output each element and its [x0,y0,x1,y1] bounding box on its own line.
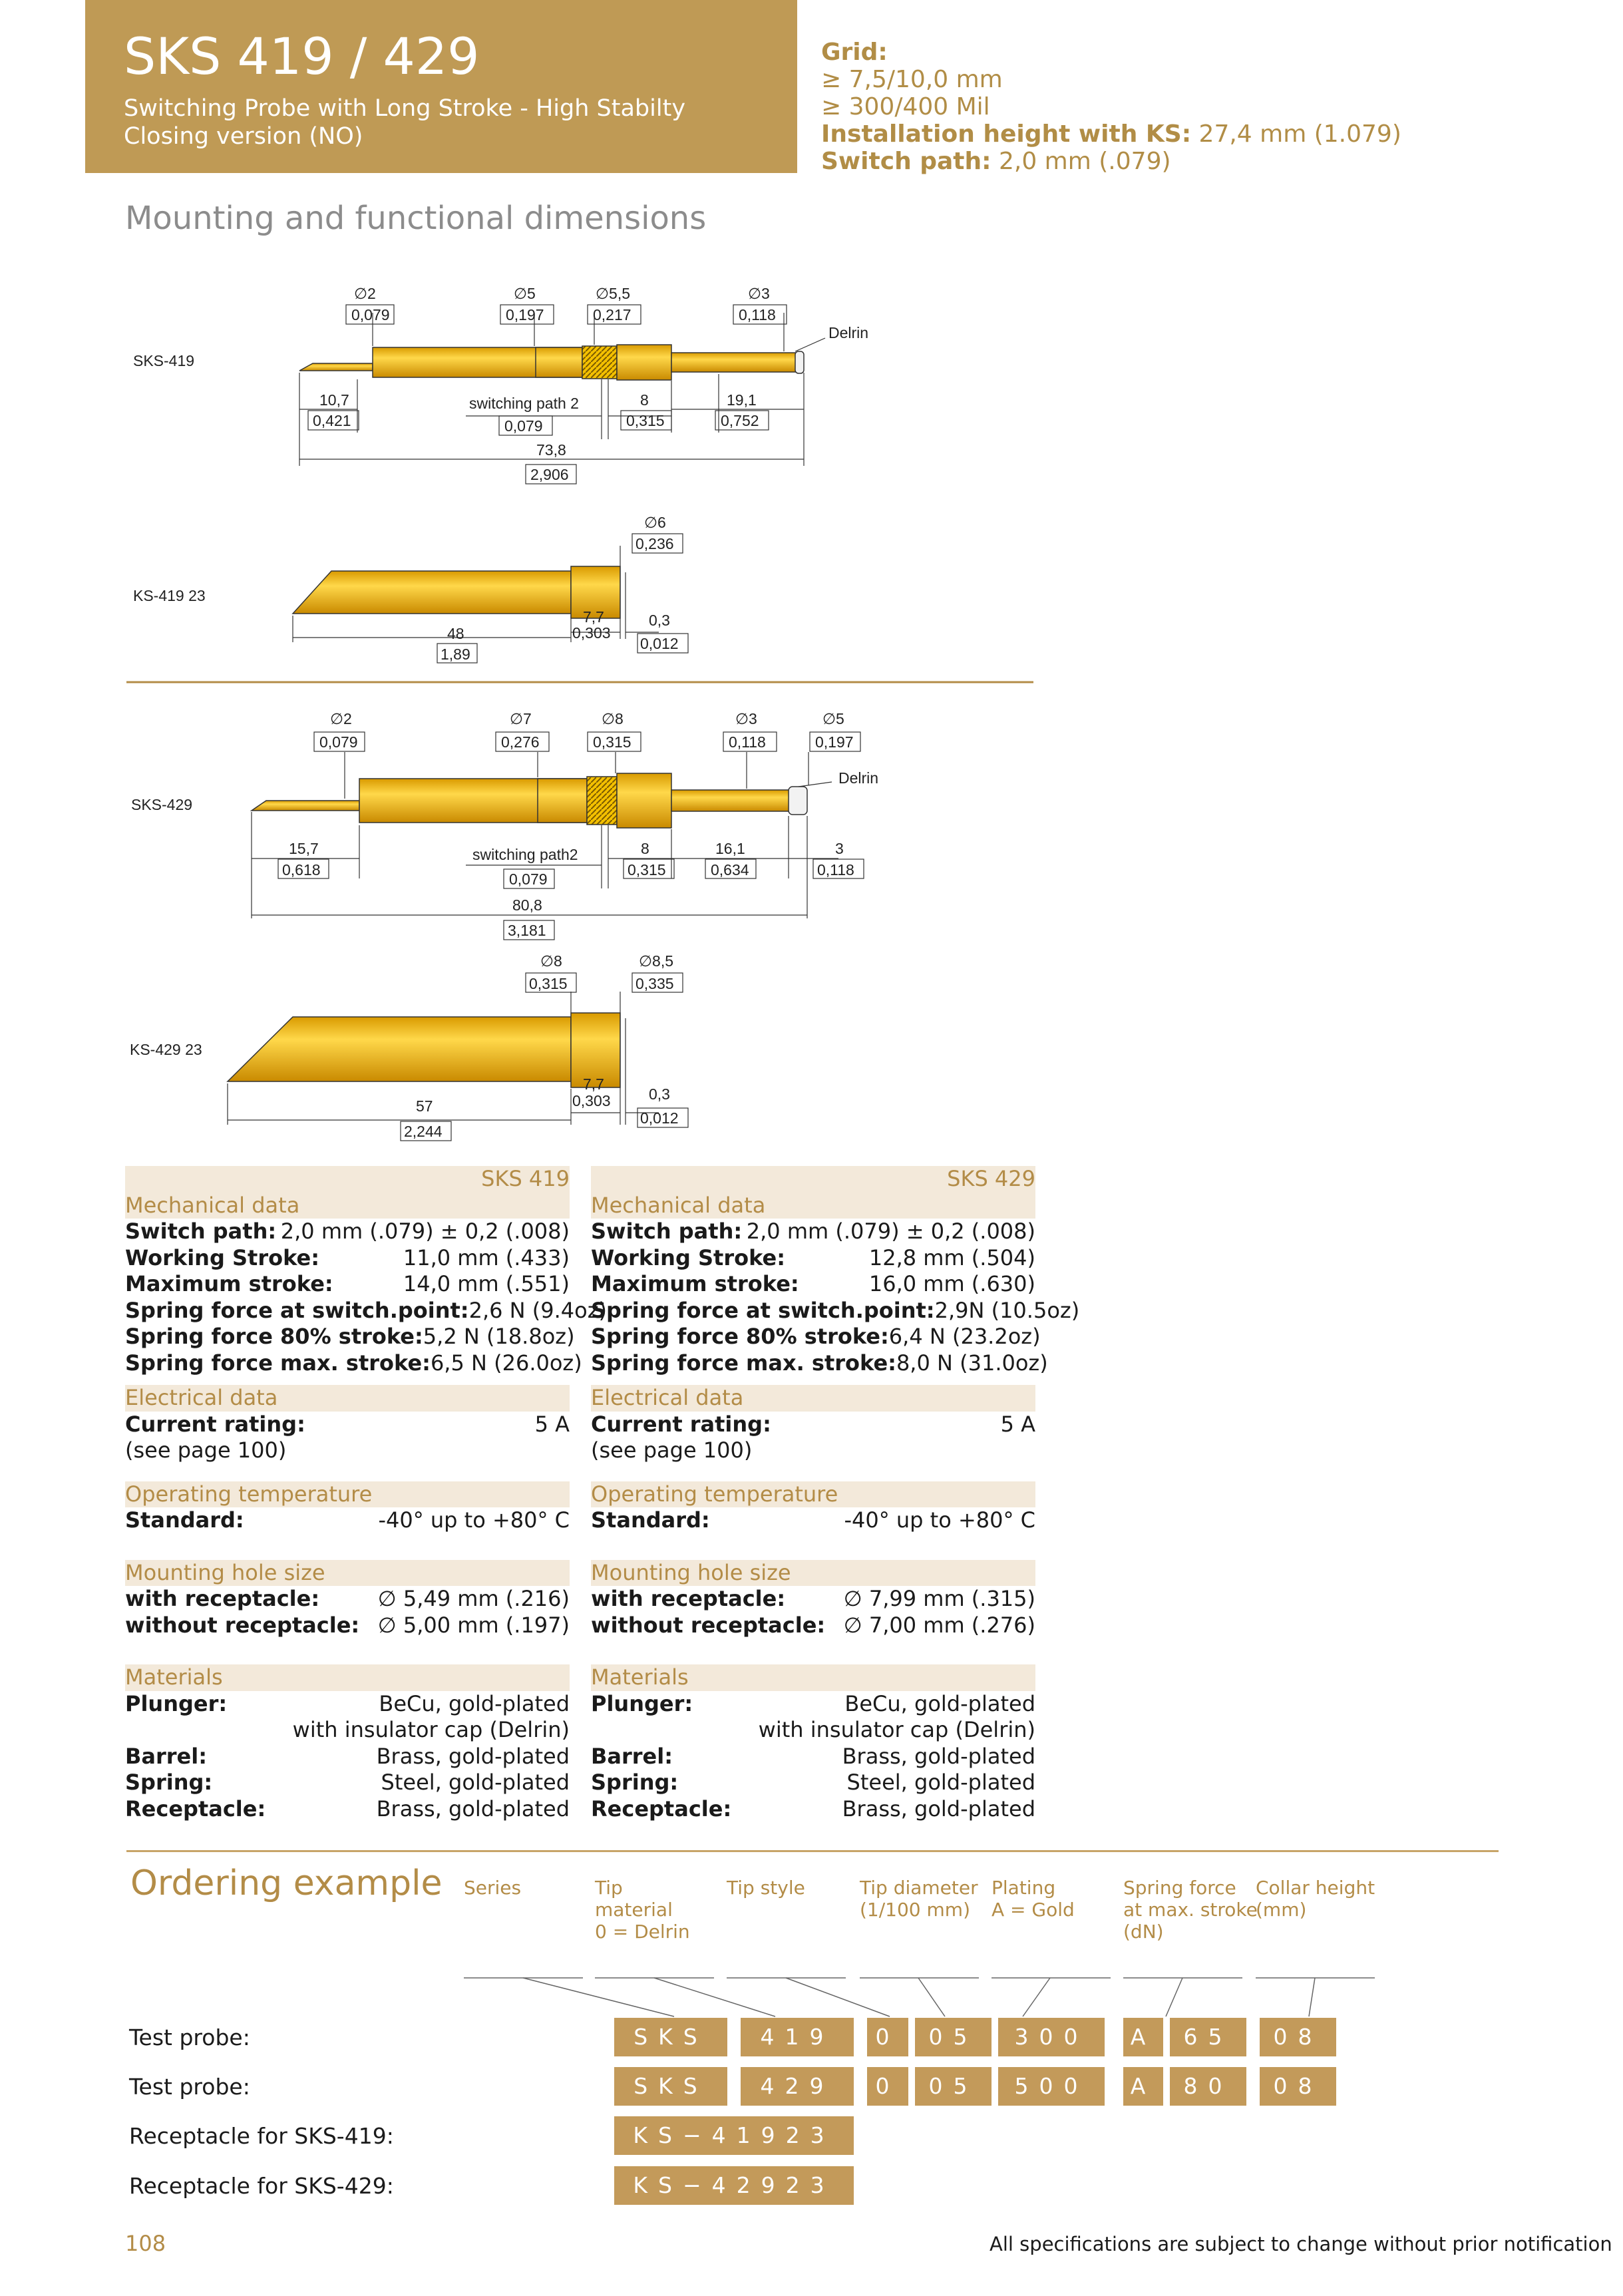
section-band-materials: Materials [591,1664,1035,1691]
dim-inch: 0,276 [501,733,540,751]
dim-length: 0,3 [649,1085,670,1103]
spec-row: Working Stroke: 11,0 mm (.433) [125,1244,570,1270]
drawing-label: SKS-419 [133,352,195,369]
drawing-ks-429-23 [130,952,688,1141]
spec-row: Barrel: Brass, gold-plated [125,1743,570,1769]
probe-barrel-end [536,347,582,377]
dim-length: 15,7 [289,840,319,857]
order-cell-tip-diameter: 05 [915,2067,992,2106]
order-cell-receptacle: KS−42923 [614,2166,854,2205]
col-header-tip-material: Tip material 0 = Delrin [595,1877,690,1943]
order-cell-receptacle: KS−41923 [614,2116,854,2155]
dim-length: 57 [416,1097,433,1115]
grid-label: Grid: [821,39,888,66]
order-cell-tip-material: 429 [741,2067,854,2106]
dim-total-length: 80,8 [512,896,542,914]
order-cell-tip-material: 419 [741,2018,854,2056]
spec-row: Maximum stroke: 16,0 mm (.630) [591,1271,1035,1296]
dim-diameter: ∅3 [748,285,770,302]
dim-inch: 0,012 [640,1109,679,1127]
switch-path-value: 2,0 mm (.079) [991,148,1171,175]
spec-row: Spring force 80% stroke: 6,4 N (23.2oz) [591,1324,1041,1349]
spec-row: Current rating: 5 A [591,1411,1035,1437]
spec-row-continuation: with insulator cap (Delrin) [758,1717,1035,1742]
section-band-mechanical: Mechanical data [125,1193,570,1219]
disclaimer: All specifications are subject to change without prior notification [990,2233,1612,2255]
spec-row: without receptacle: ∅ 5,00 mm (.197) [125,1612,570,1638]
page-number: 108 [125,2231,166,2256]
order-cell-plating: 500 [998,2067,1105,2106]
delrin-cap [789,787,807,815]
model-header: SKS 419 [125,1166,570,1193]
drawing-label: SKS-429 [131,796,193,813]
order-cell-spring-value: 65 [1170,2018,1246,2056]
col-header-spring-force: Spring force at max. stroke (dN) [1123,1877,1258,1943]
dim-inch: 0,303 [572,624,611,642]
spec-row: Switch path: 2,0 mm (.079) ± 0,2 (.008) [591,1219,1035,1244]
probe-barrel-end [538,779,587,823]
col-header-series: Series [464,1877,522,1899]
dim-inch: 1,89 [441,646,470,663]
dim-inch: 0,315 [628,861,666,878]
dim-length: 16,1 [715,840,745,857]
col-header-plating: Plating A = Gold [992,1877,1075,1921]
dim-inch: 0,618 [282,861,321,878]
spec-row: Standard: -40° up to +80° C [125,1507,570,1533]
probe-tip [252,801,359,811]
spec-row: Spring force at switch.point: 2,9N (10.5oz) [591,1297,1080,1323]
order-row-label: Test probe: [129,2024,250,2050]
switch-path-label: Switch path: [821,148,992,175]
spec-note: (see page 100) [591,1437,753,1463]
dim-length: 0,3 [649,612,670,629]
dim-total-length: 73,8 [536,441,566,459]
dim-inch: 0,118 [817,861,854,878]
section-band-temperature: Operating temperature [125,1481,570,1508]
spec-row: Spring force max. stroke: 6,5 N (26.0oz) [125,1350,582,1376]
switch-element [587,777,617,825]
dim-inch: 0,634 [711,861,749,878]
spec-row: Spring force 80% stroke: 5,2 N (18.8oz) [125,1324,575,1349]
order-row-label: Receptacle for SKS-429: [129,2173,394,2199]
grid-value-1: ≥ 7,5/10,0 mm [821,66,1003,93]
spec-row: Spring: Steel, gold-plated [591,1770,1035,1795]
dim-diameter: ∅5 [514,285,536,302]
probe-plunger [671,353,798,372]
spec-row: Plunger: BeCu, gold-plated [125,1690,570,1716]
order-row-label: Test probe: [129,2074,250,2100]
section-band-mounting-hole: Mounting hole size [591,1560,1035,1587]
dim-inch: 0,752 [721,412,759,429]
section-band-materials: Materials [125,1664,570,1691]
spec-row: Spring force at switch.point: 2,6 N (9.4oz) [125,1297,607,1323]
dim-length: 8 [640,391,649,409]
section-band-temperature: Operating temperature [591,1481,1035,1508]
dim-diameter: ∅5,5 [596,285,631,302]
section-band-mechanical: Mechanical data [591,1193,1035,1219]
dim-inch: 0,421 [313,412,351,429]
dim-inch: 2,244 [404,1123,443,1140]
spec-row: Spring: Steel, gold-plated [125,1770,570,1795]
dim-diameter: ∅8,5 [639,952,674,970]
probe-collar [617,345,671,380]
installation-label: Installation height with KS: [821,120,1192,148]
spec-row: Spring force max. stroke: 8,0 N (31.0oz) [591,1350,1048,1376]
section-band-electrical: Electrical data [125,1385,570,1412]
dim-inch: 0,079 [509,870,548,888]
spec-table-sks-419 [125,1166,607,1822]
dim-inch: 0,197 [815,733,854,751]
dim-inch: 0,079 [351,306,390,323]
page-title: SKS 419 / 429 [124,27,480,86]
dim-diameter: ∅2 [330,710,352,727]
spec-row: Receptacle: Brass, gold-plated [591,1796,1035,1821]
dim-diameter: ∅6 [644,514,666,531]
ordering-title: Ordering example [130,1863,443,1903]
dim-inch: 0,079 [504,417,543,435]
section-band-mounting-hole: Mounting hole size [125,1560,570,1587]
spec-row: Barrel: Brass, gold-plated [591,1743,1035,1769]
spec-row: without receptacle: ∅ 7,00 mm (.276) [591,1612,1035,1638]
order-row-label: Receptacle for SKS-419: [129,2123,394,2149]
dim-inch: 0,315 [626,412,665,429]
subtitle-line-2: Closing version (NO) [124,123,363,150]
probe-tip [299,363,373,371]
receptacle-body [228,1017,571,1081]
dim-length: 7,7 [583,608,604,626]
drawing-ks-419-23 [133,514,688,663]
spec-table-sks-429 [591,1166,1080,1822]
dim-diameter: ∅8 [540,952,562,970]
dim-length: 7,7 [583,1075,604,1093]
order-cell-collar-height: 08 [1260,2067,1336,2106]
grid-value-2: ≥ 300/400 Mil [821,93,990,120]
dim-length: 48 [447,625,464,642]
dim-length: 10,7 [319,391,349,409]
dim-inch: 0,197 [506,306,544,323]
col-header-tip-diameter: Tip diameter (1/100 mm) [860,1877,978,1921]
ordering-connector-lines [0,1970,1623,2023]
dim-inch: 0,217 [593,306,631,323]
dim-inch: 0,303 [572,1092,611,1109]
dim-diameter: ∅2 [354,285,376,302]
spec-row: with receptacle: ∅ 7,99 mm (.315) [591,1586,1035,1611]
dim-switching-path: switching path 2 [469,395,579,412]
dim-inch: 0,315 [529,975,568,992]
col-header-tip-style: Tip style [727,1877,805,1899]
probe-collar [617,773,671,828]
order-cell-spring-value: 80 [1170,2067,1246,2106]
order-cell-collar-height: 08 [1260,2018,1336,2056]
drawing-sks-419 [133,285,868,484]
switch-element [582,346,617,379]
subtitle-line-1: Switching Probe with Long Stroke - High Stabilty [124,95,686,122]
dim-inch: 0,335 [635,975,674,992]
spec-row: with receptacle: ∅ 5,49 mm (.216) [125,1586,570,1611]
order-cell-tip-diameter: 05 [915,2018,992,2056]
drawing-label: KS-429 23 [130,1041,202,1058]
spec-note: (see page 100) [125,1437,287,1463]
dim-length: 3 [835,840,844,857]
spec-row: Standard: -40° up to +80° C [591,1507,1035,1533]
spec-row: Current rating: 5 A [125,1411,570,1437]
dim-inch: 2,906 [530,466,569,483]
section-band-electrical: Electrical data [591,1385,1035,1412]
dim-inch: 0,079 [319,733,358,751]
dim-inch: 0,118 [739,306,776,323]
drawing-sks-429 [131,710,878,940]
order-cell-spring-force: A [1123,2067,1163,2106]
order-cell-spring-force: A [1123,2018,1163,2056]
dim-inch: 0,118 [729,733,766,751]
delrin-label: Delrin [828,324,869,341]
spec-row: Receptacle: Brass, gold-plated [125,1796,570,1821]
delrin-cap [795,351,804,373]
dim-diameter: ∅8 [602,710,624,727]
order-cell-series: SKS [614,2018,727,2056]
dim-inch: 3,181 [508,922,546,939]
section-title: Mounting and functional dimensions [125,200,707,237]
drawing-label: KS-419 23 [133,587,206,604]
model-header: SKS 429 [591,1166,1035,1193]
spec-row-continuation: with insulator cap (Delrin) [292,1717,570,1742]
spec-row: Working Stroke: 12,8 mm (.504) [591,1244,1035,1270]
spec-row: Switch path: 2,0 mm (.079) ± 0,2 (.008) [125,1219,570,1244]
col-header-collar-height: Collar height (mm) [1256,1877,1375,1921]
order-cell-series: SKS [614,2067,727,2106]
spec-row: Plunger: BeCu, gold-plated [591,1690,1035,1716]
dim-diameter: ∅5 [822,710,844,727]
dim-switching-path: switching path2 [472,846,578,863]
dim-inch: 0,315 [593,733,631,751]
dim-length: 19,1 [727,391,757,409]
order-cell-tip-style: 0 [867,2018,908,2056]
separator-line [126,1850,1499,1852]
order-cell-tip-style: 0 [867,2067,908,2106]
dim-diameter: ∅7 [510,710,532,727]
dim-inch: 0,236 [635,535,674,552]
receptacle-body [293,571,571,614]
probe-plunger [671,790,791,811]
dim-diameter: ∅3 [735,710,757,727]
spec-row: Maximum stroke: 14,0 mm (.551) [125,1271,570,1296]
dim-inch: 0,012 [640,635,679,652]
installation-value: 27,4 mm (1.079) [1191,120,1401,148]
dim-length: 8 [641,840,649,857]
delrin-label: Delrin [838,769,879,787]
order-cell-plating: 300 [998,2018,1105,2056]
